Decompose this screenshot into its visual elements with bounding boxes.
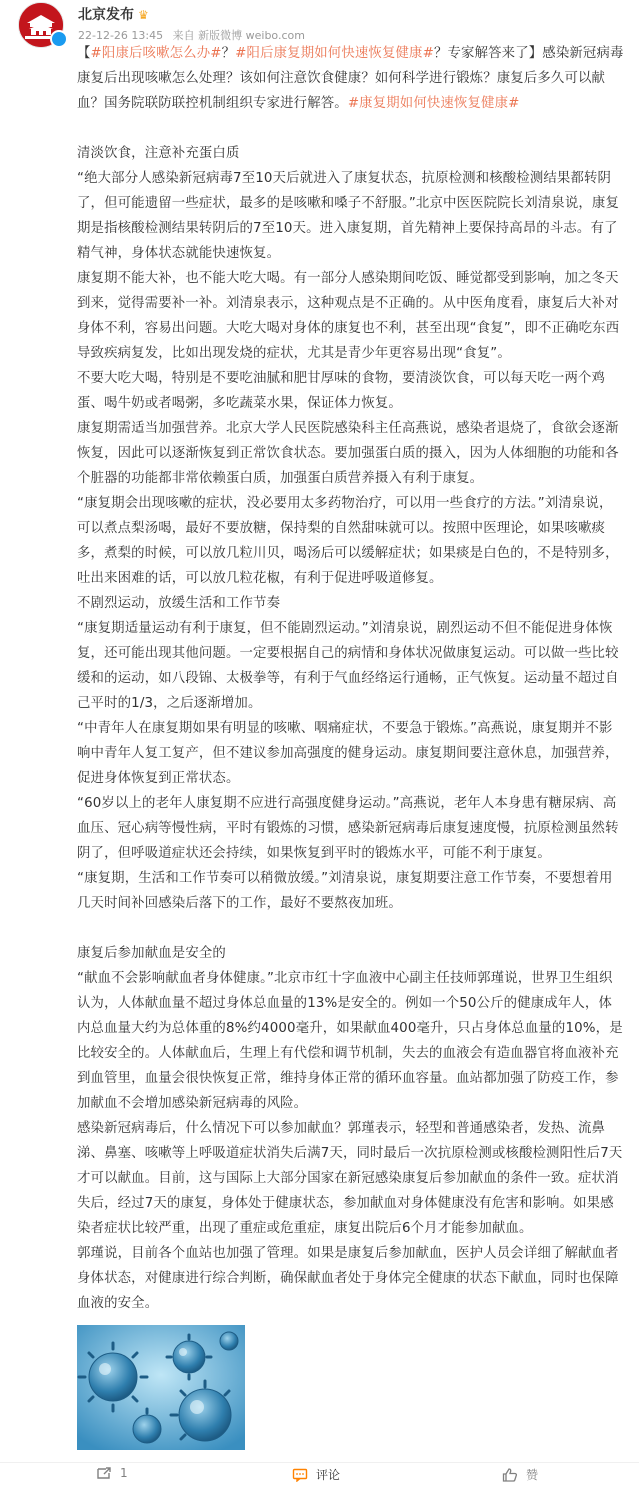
- action-bar: [0, 1463, 639, 1485]
- hashtag-link[interactable]: #阳后康复期如何快速恢复健康#: [235, 46, 434, 61]
- post-paragraph: 感染新冠病毒后，什么情况下可以参加献血？郭瑾表示，轻型和普通感染者，发热、流鼻涕、鼻塞、咳嗽等上呼吸道症状消失后满7天，同时最后一次抗原检测或核酸检测阳性后7天才可以献血。目前，这与国际上大部分国家在新冠感染康复后参加献血的条件一致。症状消失后，经过7天的康复，身体处于健康状态，参加献血对身体健康没有危害和影响。如果感染者症状比较严重，出现了重症或危重症，康复出院后6个月才能参加献血。: [77, 1121, 623, 1236]
- post-paragraph: “献血不会影响献血者身体健康。”北京市红十字血液中心副主任技师郭瑾说，世界卫生组织认为，人体献血量不超过身体总血量的13%是安全的。例如一个50公斤的健康成年人，体内总血量大约为总体重的8%约4000毫升，如果献血400毫升，只占身体总血量的10%，是比较安全的。人体献血后，生理上有代偿和调节机制，失去的血液会有造血器官将血液补充到血管里，血量会很快恢复正常，维持身体正常的循环血容量。血站都加强了防疫工作，参加献血不会增加感染新冠病毒的风险。: [77, 971, 623, 1111]
- post-paragraph: “康复期适量运动有利于康复，但不能剧烈运动。”刘清泉说，剧烈运动不但不能促进身体恢复，还可能出现其他问题。一定要根据自己的病情和身体状况做康复运动。可以做一些比较缓和的运动，如八段锦、太极拳等，有利于气血经络运行通畅，正气恢复。运动量不超过自己平时的1/3，之后逐渐增加。: [77, 621, 619, 711]
- post-paragraph: 康复后参加献血是安全的: [77, 946, 226, 961]
- hashtag-link[interactable]: #阳康后咳嗽怎么办#: [90, 46, 222, 61]
- post-paragraph: 不要大吃大喝，特别是不要吃油腻和肥甘厚味的食物，要清淡饮食，可以每天吃一两个鸡蛋、喝牛奶或者喝粥，多吃蔬菜水果，保证体力恢复。: [77, 371, 606, 411]
- thumbs-up-icon: [502, 1468, 518, 1482]
- repost-button[interactable]: [96, 1466, 128, 1480]
- post-paragraph: 郭瑾说，目前各个血站也加强了管理。如果是康复后参加献血，医护人员会详细了解献血者身体状态，对健康进行综合判断，确保献血者处于身体完全健康的状态下献血，同时也保障血液的安全。: [77, 1246, 619, 1311]
- comment-label: 评论: [316, 1468, 341, 1482]
- intro-text: ？专家解答来了】感染新冠病毒康复后出现咳嗽怎么处理？该如何注意饮食健康？如何科学进行锻炼？康复后多久可以献血？国务院联防联控机制组织专家进行解答。: [77, 46, 624, 111]
- post-paragraph: “中青年人在康复期如果有明显的咳嗽、咽痛症状，不要急于锻炼。”高燕说，康复期并不影响中青年人复工复产，但不建议参加高强度的健身运动。康复期间要注意休息，加强营养，促进身体恢复到正常状态。: [77, 721, 619, 786]
- post-paragraph: “康复期，生活和工作节奏可以稍微放缓。”刘清泉说，康复期要注意工作节奏，不要想着用几天时间补回感染后落下的工作，最好不要熬夜加班。: [77, 871, 613, 911]
- comment-icon: [292, 1468, 308, 1482]
- verified-badge-icon: [50, 30, 68, 48]
- like-label: 赞: [526, 1468, 539, 1482]
- intro-text: 【: [77, 46, 91, 61]
- post-paragraph: 不剧烈运动，放缓生活和工作节奏: [77, 596, 281, 611]
- post-paragraph: “康复期会出现咳嗽的症状，没必要用太多药物治疗，可以用一些食疗的方法。”刘清泉说，可以煮点梨汤喝，最好不要放糖，保持梨的自然甜味就可以。按照中医理论，如果咳嗽痰多，煮梨的时候，可以放几粒川贝，喝汤后可以缓解症状；如果痰是白色的，不是特别多，吐出来困难的话，可以放几粒花椒，有利于促进呼吸道修复。: [77, 496, 619, 586]
- intro-text: ？: [221, 46, 236, 61]
- post-content: [77, 41, 625, 1316]
- post-source[interactable]: 来自 新版微博 weibo.com: [172, 29, 305, 42]
- post-paragraph: “绝大部分人感染新冠病毒7至10天后就进入了康复状态，抗原检测和核酸检测结果都转阴了，但可能遗留一些症状，最多的是咳嗽和嗓子不舒服。”北京中医医院院长刘清泉说，康复期是指核酸检测结果转阴后的7至10天。进入康复期，首先精神上要保持高昂的斗志。有了精气神，身体状态就能快速恢复。: [77, 171, 620, 261]
- post-paragraph: 康复期不能大补，也不能大吃大喝。有一部分人感染期间吃饭、睡觉都受到影响，加之冬天到来，觉得需要补一补。刘清泉表示，这种观点是不正确的。从中医角度看，康复后大补对身体不利，容易出问题。大吃大喝对身体的康复也不利，甚至出现“食复”，即不正确吃东西导致疾病复发，比如出现发烧的症状，尤其是青少年更容易出现“食复”。: [77, 271, 620, 361]
- comment-button[interactable]: [292, 1466, 340, 1483]
- post-paragraph: 康复期需适当加强营养。北京大学人民医院感染科主任高燕说，感染者退烧了，食欲会逐渐恢复，因此可以逐渐恢复到正常饮食状态。要加强蛋白质的摄入，因为人体细胞的功能和各个脏器的功能都非常依赖蛋白质，加强蛋白质营养摄入有利于康复。: [77, 421, 619, 486]
- like-button[interactable]: [502, 1466, 538, 1483]
- post-paragraph: “60岁以上的老年人康复期不应进行高强度健身运动。”高燕说，老年人本身患有糖尿病、高血压、冠心病等慢性病，平时有锻炼的习惯，感染新冠病毒后康复速度慢，抗原检测虽然转阴了，但呼吸道症状还会持续，如果恢复到平时的锻炼水平，可能不利于康复。: [77, 796, 619, 861]
- post-time[interactable]: 22-12-26 13:45: [78, 29, 164, 42]
- repost-count: 1: [120, 1466, 128, 1480]
- post-paragraph: 清淡饮食，注意补充蛋白质: [77, 146, 240, 161]
- virus-image-icon: [77, 1325, 245, 1450]
- crown-icon: ♛: [138, 8, 149, 22]
- hashtag-link[interactable]: #康复期如何快速恢复健康#: [347, 96, 520, 111]
- section-diet-exercise: [77, 141, 625, 916]
- post-image-virus[interactable]: [77, 1325, 245, 1450]
- username[interactable]: 北京发布 ♛: [78, 7, 149, 23]
- repost-icon: [96, 1466, 112, 1480]
- section-blood-donation: [77, 941, 625, 1316]
- post-intro: [77, 41, 625, 116]
